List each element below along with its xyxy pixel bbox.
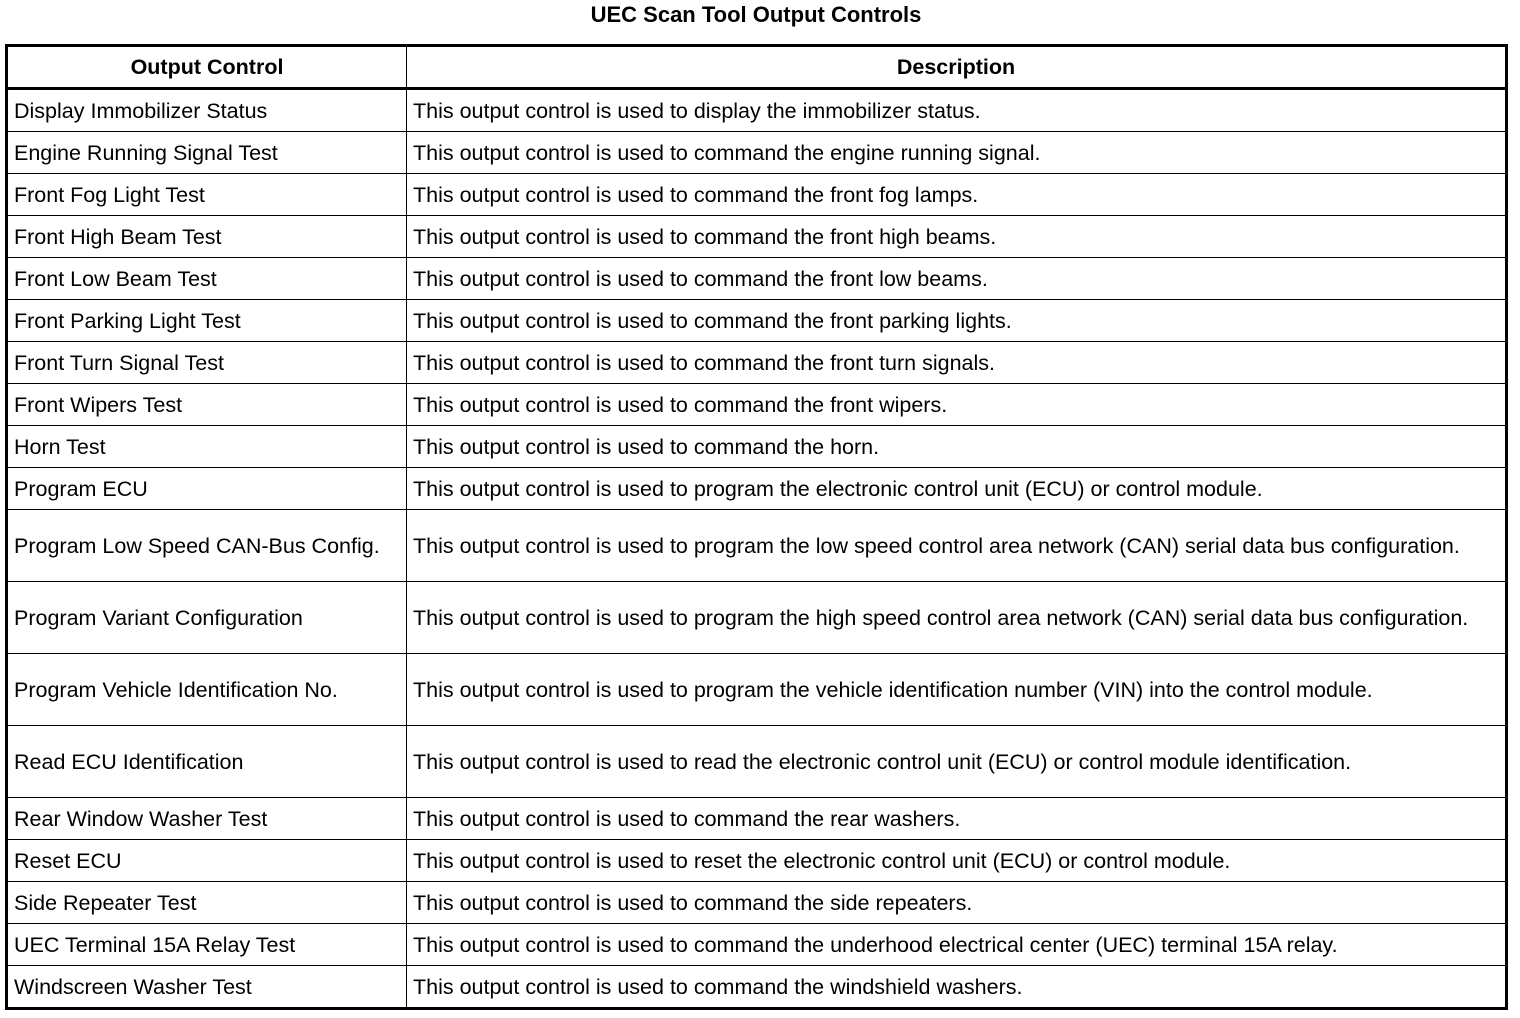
- column-header-output-control: Output Control: [7, 46, 407, 89]
- description-cell: This output control is used to program the electronic control unit (ECU) or control module.: [407, 468, 1507, 510]
- table-row: [7, 132, 1507, 174]
- output-control-cell: Front High Beam Test: [7, 216, 407, 258]
- table-row: [7, 582, 1507, 654]
- description-cell: This output control is used to command the front fog lamps.: [407, 174, 1507, 216]
- output-control-cell: Front Wipers Test: [7, 384, 407, 426]
- table-row: [7, 966, 1507, 1009]
- description-cell: This output control is used to command the front wipers.: [407, 384, 1507, 426]
- output-control-cell: Program Low Speed CAN-Bus Config.: [7, 510, 407, 582]
- description-cell: This output control is used to command the horn.: [407, 426, 1507, 468]
- table-row: [7, 882, 1507, 924]
- output-control-cell: Reset ECU: [7, 840, 407, 882]
- output-control-cell: Program Variant Configuration: [7, 582, 407, 654]
- table-row: [7, 174, 1507, 216]
- output-control-cell: Program Vehicle Identification No.: [7, 654, 407, 726]
- output-control-cell: Windscreen Washer Test: [7, 966, 407, 1009]
- description-cell: This output control is used to command the underhood electrical center (UEC) terminal 15A relay.: [407, 924, 1507, 966]
- description-cell: This output control is used to command the front turn signals.: [407, 342, 1507, 384]
- table-row: [7, 726, 1507, 798]
- table-row: [7, 89, 1507, 132]
- output-control-cell: Engine Running Signal Test: [7, 132, 407, 174]
- description-cell: This output control is used to program the low speed control area network (CAN) serial data bus configuration.: [407, 510, 1507, 582]
- description-cell: This output control is used to command the front parking lights.: [407, 300, 1507, 342]
- page-title: UEC Scan Tool Output Controls: [590, 2, 922, 27]
- table-header-row: [7, 46, 1507, 89]
- table-row: [7, 924, 1507, 966]
- table-row: [7, 798, 1507, 840]
- table-row: [7, 654, 1507, 726]
- output-control-cell: Display Immobilizer Status: [7, 89, 407, 132]
- output-control-cell: Front Turn Signal Test: [7, 342, 407, 384]
- table-row: [7, 342, 1507, 384]
- output-control-cell: Rear Window Washer Test: [7, 798, 407, 840]
- table-row: [7, 258, 1507, 300]
- description-cell: This output control is used to command the front low beams.: [407, 258, 1507, 300]
- table-row: [7, 840, 1507, 882]
- table-row: [7, 300, 1507, 342]
- description-cell: This output control is used to program the high speed control area network (CAN) serial data bus configuration.: [407, 582, 1507, 654]
- description-cell: This output control is used to command the rear washers.: [407, 798, 1507, 840]
- table-row: [7, 468, 1507, 510]
- column-header-description: Description: [407, 46, 1507, 89]
- description-cell: This output control is used to command the engine running signal.: [407, 132, 1507, 174]
- description-cell: This output control is used to reset the electronic control unit (ECU) or control module.: [407, 840, 1507, 882]
- description-cell: This output control is used to command the side repeaters.: [407, 882, 1507, 924]
- description-cell: This output control is used to read the electronic control unit (ECU) or control module identification.: [407, 726, 1507, 798]
- output-control-cell: Read ECU Identification: [7, 726, 407, 798]
- output-control-cell: Front Low Beam Test: [7, 258, 407, 300]
- output-control-cell: Horn Test: [7, 426, 407, 468]
- output-control-cell: UEC Terminal 15A Relay Test: [7, 924, 407, 966]
- table-row: [7, 510, 1507, 582]
- description-cell: This output control is used to display the immobilizer status.: [407, 89, 1507, 132]
- description-cell: This output control is used to command the windshield washers.: [407, 966, 1507, 1009]
- output-control-cell: Program ECU: [7, 468, 407, 510]
- output-control-cell: Side Repeater Test: [7, 882, 407, 924]
- description-cell: This output control is used to program the vehicle identification number (VIN) into the control module.: [407, 654, 1507, 726]
- output-control-cell: Front Parking Light Test: [7, 300, 407, 342]
- table-row: [7, 426, 1507, 468]
- table-row: [7, 384, 1507, 426]
- table-row: [7, 216, 1507, 258]
- output-control-cell: Front Fog Light Test: [7, 174, 407, 216]
- output-controls-table: [5, 44, 1508, 1010]
- description-cell: This output control is used to command the front high beams.: [407, 216, 1507, 258]
